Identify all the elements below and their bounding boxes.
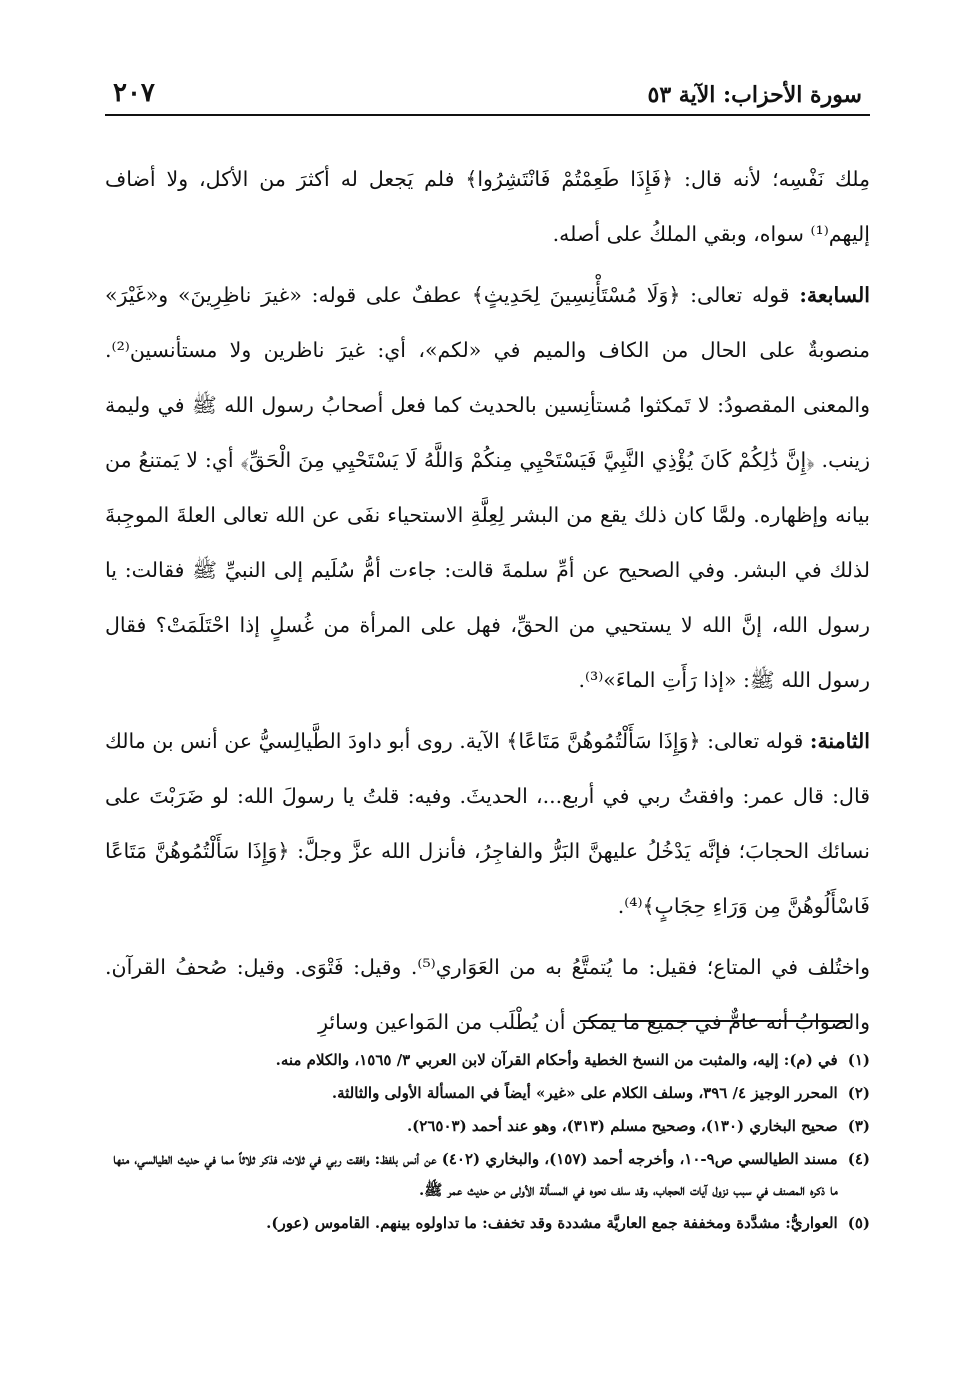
running-title: سورة الأحزاب: الآية ٥٣ bbox=[647, 82, 862, 108]
paragraph-lead: السابعة: bbox=[799, 283, 870, 307]
footnote-number: (٥) bbox=[847, 1214, 870, 1232]
footnote-number: (١) bbox=[847, 1051, 870, 1069]
footnotes bbox=[110, 1045, 870, 1241]
paragraph-lead: الثامنة: bbox=[809, 729, 870, 753]
footnote-number: (٢) bbox=[847, 1084, 870, 1102]
footnote-text: مسند الطيالسي ص٩-١٠، وأخرجه أحمد (١٥٧)، والبخاري (٤٠٢) عن أنس بلفظ: وافقت ربي في ثلاث، فذكر ثلاثاً مما في حديث الطيالسي، منها ما ذكره المصنف في سبب نزول آيات الحجاب، وقد سلف نحوه في المسألة الأولى من حديث عمر ﷺ. bbox=[113, 1150, 838, 1199]
footnote bbox=[110, 1208, 870, 1239]
footnote-number: (٣) bbox=[847, 1117, 870, 1135]
footnote bbox=[110, 1078, 870, 1109]
paragraph-text: قوله تعالى: ﴿وَإِذَا سَأَلْتُمُوهُنَّ مَتَاعًا﴾ الآية. روى أبو داودَ الطَّيالِسيُّ عن أنس بن مالك قال: قال عمر: وافقتُ ربي في أربع...، الحديثَ. وفيه: قلتُ يا رسولَ الله: لو ضَرَبْتَ على نسائك الحجابَ؛ فإنَّه يَدْخُلُ عليهنَّ البَرُّ والفاجِرُ، فأنزل الله عزَّ وجلَّ: ﴿وَإِذَا سَأَلْتُمُوهُنَّ مَتَاعًا فَاسْأَلُوهُنَّ مِن وَرَاءِ حِجَابٍ﴾⁽⁴⁾. bbox=[105, 729, 870, 918]
footnote-separator bbox=[580, 1020, 850, 1022]
paragraph bbox=[105, 940, 870, 1050]
paragraph-text: واختُلف في المتاع؛ فقيل: ما يُتمتَّعُ به من العَوَاري⁽⁵⁾. وقيل: فَتْوَى. وقيل: صُحفُ القرآن. والصوابُ أنه عامٌّ في جميع ما يمكن أن يُطْلَب من المَواعين وسائرِ bbox=[105, 955, 871, 1034]
paragraph bbox=[105, 152, 870, 262]
paragraph bbox=[105, 268, 870, 708]
paragraph-text: مِلك نَفْسِه؛ لأنه قال: ﴿فَإِذَا طَعِمْتُمْ فَانْتَشِرُوا﴾ فلم يَجعل له أكثرَ من الأكل، ولا أضاف إليهم⁽¹⁾ سواه، وبقي الملكُ على أصله. bbox=[105, 167, 870, 246]
page-header bbox=[105, 62, 870, 116]
footnote bbox=[110, 1111, 870, 1142]
footnote-text: المحرر الوجيز ٤/ ٣٩٦، وسلف الكلام على «غير» أيضاً في المسألة الأولى والثالثة. bbox=[331, 1084, 838, 1102]
paragraph bbox=[105, 714, 870, 934]
footnote-number: (٤) bbox=[847, 1150, 870, 1168]
paragraph-text: قوله تعالى: ﴿وَلَا مُسْتَأْنِسِينَ لِحَدِيثٍ﴾ عطفٌ على قوله: «غيرَ ناظِرِينَ» و«غَيْرَ» منصوبةٌ على الحال من الكاف والميم في «لكم»، أي: غيرَ ناظرين ولا مستأنسين⁽²⁾. والمعنى المقصودُ: لا تَمكثوا مُستأنِسين بالحديث كما فعل أصحابُ رسول الله ﷺ في وليمة زينب. ﴿إِنَّ ذَٰلِكُمْ كَانَ يُؤْذِي النَّبِيَّ فَيَسْتَحْيِي مِنكُمْ وَاللَّهُ لَا يَسْتَحْيِي مِنَ الْحَقِّ﴾ أي: لا يَمتنعُ من بيانه وإظهاره. ولمَّا كان ذلك يقع من البشر لِعِلَّةِ الاستحياء نفَى عن الله تعالى العلةَ الموجِبةَ لذلك في البشر. وفي الصحيح عن أمِّ سلمةَ قالت: جاءت أمُّ سُلَيم إلى النبيِّ ﷺ فقالت: يا رسول الله، إنَّ الله لا يستحيي من الحقِّ، فهل على المرأة من غُسلٍ إذا احْتَلَمَتْ؟ فقال رسول الله ﷺ: «إذا رَأَتِ الماءَ»⁽³⁾. bbox=[105, 283, 870, 692]
page-number: ٢٠٧ bbox=[113, 78, 155, 108]
footnote bbox=[110, 1144, 870, 1206]
footnote-text: في (م): إليه، والمثبت من النسخ الخطية وأحكام القرآن لابن العربي ٣/ ١٥٦٥، والكلام منه. bbox=[275, 1051, 838, 1069]
footnote-text: صحيح البخاري (١٣٠)، وصحيح مسلم (٣١٣)، وهو عند أحمد (٢٦٥٠٣). bbox=[406, 1117, 838, 1135]
footnote bbox=[110, 1045, 870, 1076]
footnote-text: العواريُّ: مشدَّدة ومخففة جمع العاريَّة مشددة وقد تخفف: ما تداولوه بينهم. القاموس (عور). bbox=[266, 1214, 838, 1232]
main-text bbox=[105, 152, 870, 1050]
